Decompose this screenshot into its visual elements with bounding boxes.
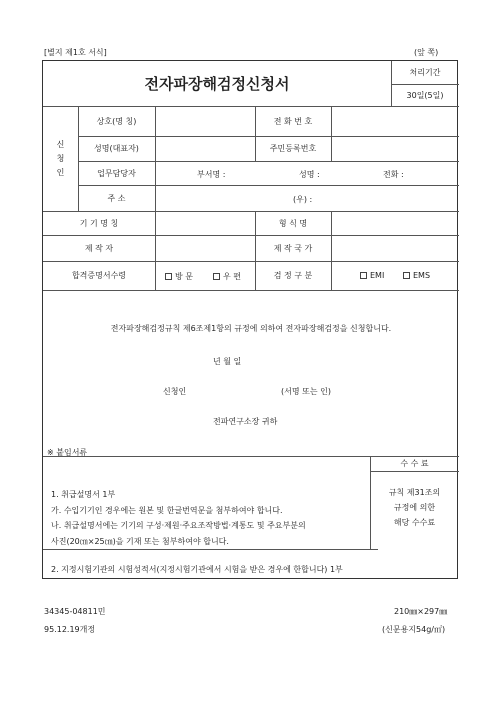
manufacturer-label: 제 작 자: [84, 243, 114, 253]
paper-type: (신문용지54g/㎡): [382, 625, 446, 634]
contact-name-label: 성명 :: [299, 170, 320, 179]
phone-field[interactable]: [331, 106, 459, 136]
company-field[interactable]: [155, 106, 255, 136]
manufacturer-field[interactable]: [155, 235, 255, 261]
fee-description: [370, 485, 459, 530]
emi-option[interactable]: [360, 271, 384, 280]
visit-label: 방 문: [175, 272, 193, 281]
visit-checkbox[interactable]: [165, 273, 172, 280]
application-statement: 전자파장해검정규칙 제6조제1항의 규정에 의하여 전자파장해검정을 신청합니다.: [110, 323, 392, 333]
mail-checkbox[interactable]: [213, 273, 220, 280]
attachment-item-1b: 나. 취급설명서에는 기기의 구성·제원·주요조작방법·계통도 및 주요부분의: [51, 521, 306, 530]
mail-label: 우 편: [223, 272, 241, 281]
applicant-char: 신: [56, 139, 65, 149]
processing-period-label: 처리기간: [409, 68, 441, 77]
processing-period-value: 30일(5일): [406, 90, 444, 100]
postal-code-label: (우) :: [293, 195, 313, 204]
phone-label: 전 화 번 호: [273, 116, 313, 126]
recipient: 전파연구소장 귀하: [213, 417, 278, 426]
address-label: 주 소: [107, 193, 126, 203]
attachment-item-1: 1. 취급설명서 1부: [51, 490, 116, 499]
form-code: 34345-04811민: [44, 607, 106, 616]
resident-number-label: 주민등록번호: [269, 144, 317, 153]
fee-line: 해당 수수료: [393, 518, 436, 527]
applicant-char: 인: [56, 167, 65, 177]
form-title: 전자파장해검정신청서: [144, 75, 290, 93]
application-date: 년 월 일: [213, 357, 242, 366]
fee-line: 규칙 제31조의: [388, 488, 441, 497]
visit-option[interactable]: [165, 271, 193, 282]
model-field[interactable]: [331, 211, 459, 235]
ems-checkbox[interactable]: [403, 272, 410, 279]
representative-label: 성명(대표자): [94, 144, 139, 153]
test-type-label: 검 정 구 분: [273, 271, 313, 280]
application-form: [42, 60, 458, 579]
attachment-item-1b-cont: 사진(20㎝×25㎝)을 기재 또는 첨부하여야 합니다.: [51, 537, 229, 546]
attachment-item-1a: 가. 수입기기인 경우에는 원본 및 한글번역문을 첨부하여야 합니다.: [51, 506, 283, 515]
attachment-item-2: 2. 지정시험기관의 시험성적서(지정시험기관에서 시험을 받은 경우에 한합니다) 1부: [51, 565, 343, 574]
emi-label: EMI: [370, 271, 385, 280]
mail-option[interactable]: [213, 271, 241, 282]
company-label: 상호(명 칭): [96, 116, 137, 126]
device-name-field[interactable]: [155, 211, 255, 235]
paper-size: 210㎜×297㎜: [394, 607, 448, 616]
form-number: [별지 제1호 서식]: [44, 48, 107, 57]
applicant-char: 청: [56, 153, 65, 163]
certificate-receipt-label: 합격증명서수령: [71, 271, 127, 280]
country-label: 제 작 국 가: [273, 243, 313, 253]
fee-line: 규정에 의한: [393, 503, 436, 512]
revision-date: 95.12.19개정: [44, 625, 96, 634]
representative-field[interactable]: [155, 136, 255, 161]
emi-checkbox[interactable]: [360, 272, 367, 279]
page-side: (앞 쪽): [414, 48, 439, 57]
applicant-section-label: [43, 106, 78, 211]
signature-or-seal: (서명 또는 인): [281, 387, 331, 396]
department-label: 부서명 :: [197, 170, 226, 179]
fee-label: 수 수 료: [400, 459, 429, 468]
country-field[interactable]: [331, 235, 459, 261]
ems-option[interactable]: [403, 271, 430, 280]
ems-label: EMS: [413, 271, 431, 280]
device-name-label: 기 기 명 칭: [79, 218, 119, 228]
resident-number-field[interactable]: [331, 136, 459, 161]
contact-person-label: 업무담당자: [97, 168, 136, 178]
contact-phone-label: 전화 :: [383, 170, 404, 179]
applicant-signature-label: 신청인: [163, 387, 187, 396]
attachments-title: ※ 붙임서류: [47, 448, 88, 457]
model-label: 형 식 명: [278, 218, 308, 228]
